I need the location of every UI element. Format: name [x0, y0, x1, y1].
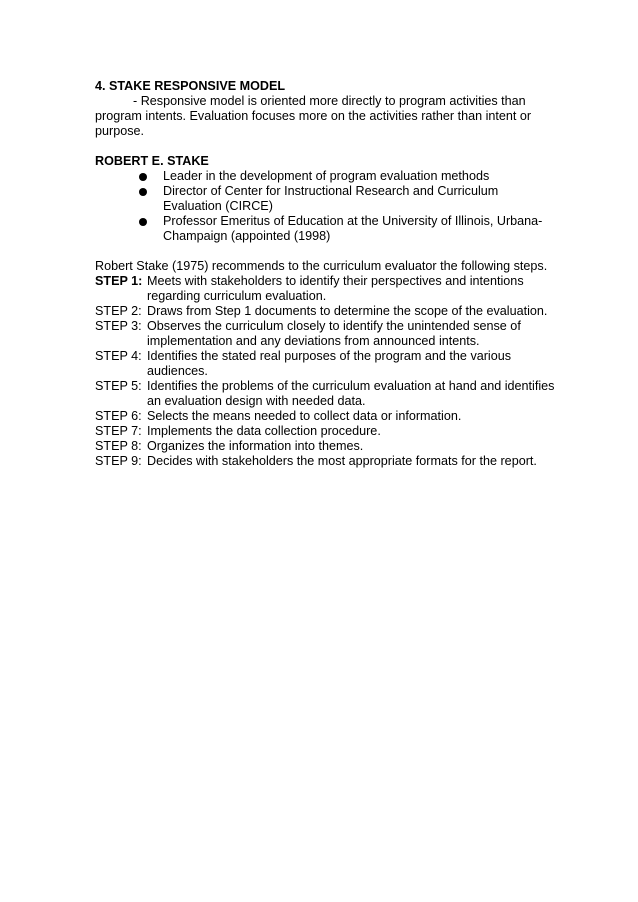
step-text: Implements the data collection procedure.: [147, 424, 381, 438]
step-item: [95, 379, 555, 409]
step-label: STEP 7:: [95, 424, 142, 438]
step-text: Meets with stakeholders to identify their perspectives and intentions regarding curriculum evaluation.: [147, 274, 524, 303]
bullet-icon: [139, 173, 147, 181]
step-item: [95, 409, 555, 424]
step-text: Identifies the problems of the curriculum evaluation at hand and identifies an evaluation design with needed data.: [147, 379, 555, 408]
section-description: - Responsive model is oriented more directly to program activities than program intents. Evaluation focuses more on the activities rather than intent or purpose.: [95, 94, 532, 138]
section-heading: 4. STAKE RESPONSIVE MODEL: [95, 79, 286, 93]
step-text: Identifies the stated real purposes of the program and the various audiences.: [147, 349, 512, 378]
step-item: [95, 319, 555, 349]
step-label: STEP 1:: [95, 274, 143, 288]
profile-bullet-list: [95, 169, 555, 244]
spacer: [95, 139, 555, 154]
bullet-item: [95, 169, 555, 184]
steps-intro: Robert Stake (1975) recommends to the curriculum evaluator the following steps.: [95, 259, 548, 273]
profile-heading: ROBERT E. STAKE: [95, 154, 209, 168]
bullet-text: Professor Emeritus of Education at the University of Illinois, Urbana-Champaign (appointed (1998): [163, 214, 543, 243]
step-text: Decides with stakeholders the most appropriate formats for the report.: [147, 454, 537, 468]
bullet-item: [95, 214, 555, 244]
step-item: [95, 304, 555, 319]
step-item: [95, 274, 555, 304]
step-text: Draws from Step 1 documents to determine the scope of the evaluation.: [147, 304, 548, 318]
step-label: STEP 6:: [95, 409, 142, 423]
document-page: [95, 79, 555, 469]
step-item: [95, 454, 555, 469]
step-item: [95, 439, 555, 454]
steps-list: [95, 274, 555, 469]
bullet-text: Director of Center for Instructional Research and Curriculum Evaluation (CIRCE): [163, 184, 499, 213]
step-item: [95, 349, 555, 379]
step-text: Organizes the information into themes.: [147, 439, 364, 453]
step-label: STEP 5:: [95, 379, 142, 393]
bullet-item: [95, 184, 555, 214]
bullet-icon: [139, 188, 147, 196]
step-text: Selects the means needed to collect data or information.: [147, 409, 462, 423]
spacer: [95, 244, 555, 259]
step-label: STEP 4:: [95, 349, 142, 363]
bullet-icon: [139, 218, 147, 226]
step-label: STEP 9:: [95, 454, 142, 468]
step-text: Observes the curriculum closely to identify the unintended sense of implementation and any deviations from announced intents.: [147, 319, 521, 348]
step-label: STEP 8:: [95, 439, 142, 453]
step-label: STEP 3:: [95, 319, 142, 333]
bullet-text: Leader in the development of program evaluation methods: [163, 169, 490, 183]
step-label: STEP 2:: [95, 304, 142, 318]
step-item: [95, 424, 555, 439]
